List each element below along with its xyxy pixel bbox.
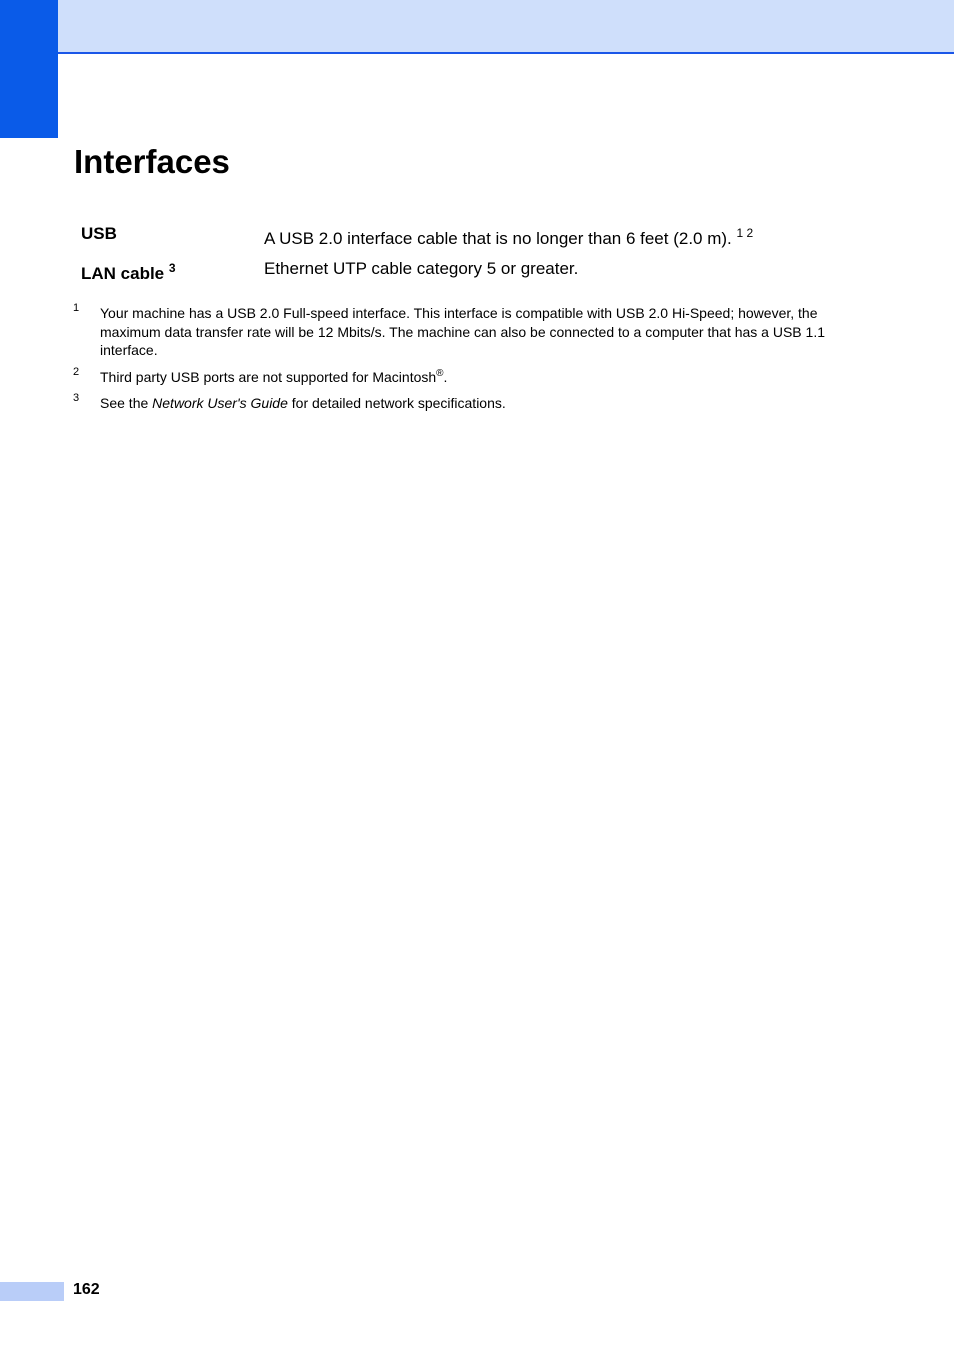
footnote-ref: 3	[168, 261, 176, 275]
footnote-ref: 1 2	[736, 226, 754, 240]
spec-value-usb	[264, 226, 754, 249]
footnote-text-part: Third party USB ports are not supported for Macintosh	[100, 369, 437, 385]
spec-label-usb	[81, 224, 117, 244]
spec-label-lan-cable	[81, 261, 176, 284]
footnote-number: 1	[73, 302, 80, 314]
page-number: 162	[73, 1281, 100, 1298]
footnote-text-part: for detailed network specifications.	[287, 395, 506, 411]
chapter-tab	[0, 0, 58, 138]
footnote-text: Your machine has a USB 2.0 Full-speed interface. This interface is compatible with USB 2.0 Hi-Speed; however, the maximum data transfer rate will be 12 Mbits/s. The machine can also be connected to a computer that has a USB 1.1 interface.	[100, 305, 825, 358]
spec-value-text: Ethernet UTP cable category 5 or greater.	[264, 259, 579, 278]
guide-title: Network User's Guide	[152, 395, 288, 411]
registered-mark: ®	[436, 368, 444, 379]
footnote-text	[100, 368, 860, 387]
spec-label-text: USB	[81, 224, 117, 243]
footer-bar	[0, 1282, 64, 1301]
footnote-text-part: .	[443, 369, 448, 385]
footnote-text	[100, 394, 860, 413]
footnote-text-part: See the	[100, 395, 153, 411]
footnote-number: 2	[73, 366, 80, 378]
spec-value-lan-cable	[264, 259, 578, 279]
footnote-number: 3	[73, 392, 80, 404]
header-band	[0, 0, 954, 54]
page-title: Interfaces	[74, 143, 230, 180]
spec-value-text: A USB 2.0 interface cable that is no longer than 6 feet (2.0 m).	[264, 229, 732, 248]
spec-label-text: LAN cable	[81, 264, 165, 283]
